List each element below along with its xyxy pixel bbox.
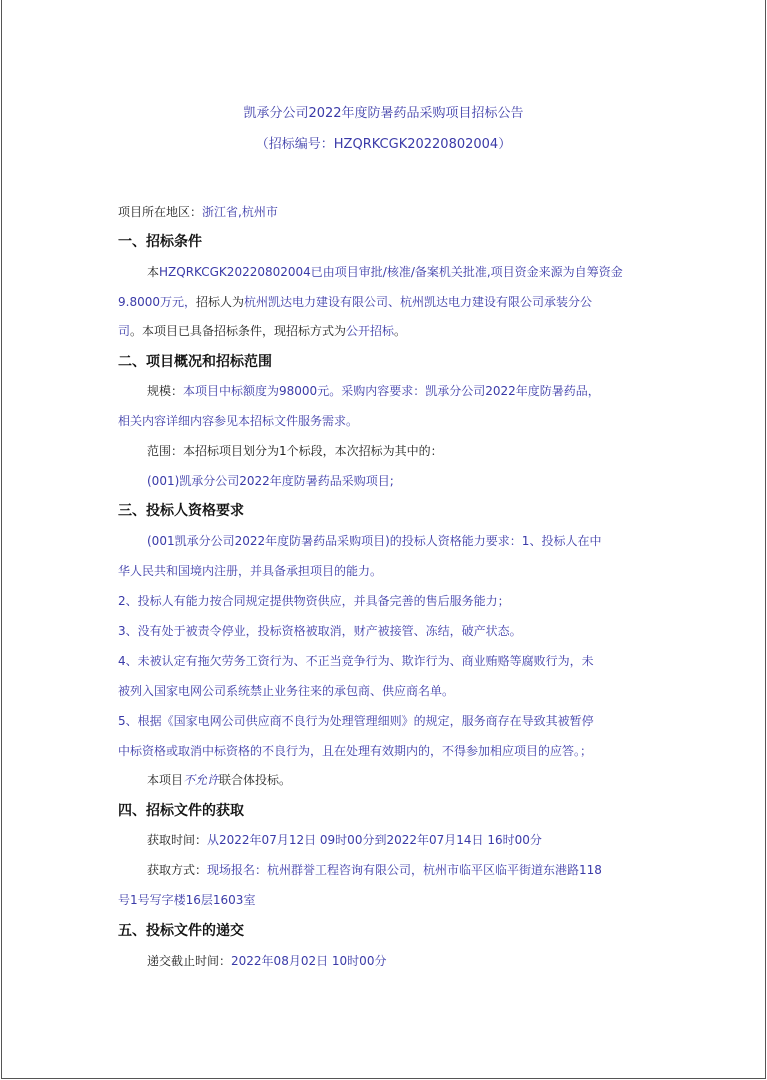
tender-conditions-line-1: [147, 263, 623, 280]
project-region: [118, 203, 278, 220]
text-fragment: 。: [394, 324, 407, 338]
text-fragment: 本项目中标额度为98000元。采购内容要求：凯承分公司2022年度防暑药品，: [183, 384, 600, 398]
requirement-1-cont: 华人民共和国境内注册，并具备承担项目的能力。: [118, 564, 383, 578]
requirement-5: 5、根据《国家电网公司供应商不良行为处理管理细则》的规定，服务商存在导致其被暂停: [118, 714, 594, 728]
scale-line-cont: 相关内容详细内容参见本招标文件服务需求。: [118, 414, 359, 428]
section-heading-3: 三、投标人资格要求: [118, 503, 244, 519]
requirement-1: (001凯承分公司2022年度防暑药品采购项目)的投标人资格能力要求：1、投标人在中: [147, 534, 602, 548]
text-fragment: 司: [118, 324, 131, 338]
text-fragment: 获取方式：: [147, 863, 208, 877]
section-heading-1: 一、招标条件: [118, 234, 202, 250]
requirement-3: 3、没有处于被责令停业，投标资格被取消，财产被接管、冻结，破产状态。: [118, 624, 522, 638]
text-fragment: 本项目: [147, 773, 184, 787]
text-fragment: 9.8000万元，: [118, 295, 196, 309]
scope-line: 范围：本招标项目划分为1个标段，本次招标为其中的：: [147, 444, 443, 458]
tender-conditions-line-2: [118, 293, 592, 310]
acquire-time: [147, 831, 542, 848]
text-fragment: 获取时间：: [147, 833, 208, 847]
region-value: 浙江省,杭州市: [202, 205, 278, 219]
document-title: 凯承分公司2022年度防暑药品采购项目招标公告: [243, 106, 524, 121]
section-heading-4: 四、招标文件的获取: [118, 803, 244, 819]
bid-number: （招标编号：HZQRKCGK20220802004）: [255, 137, 512, 152]
lot-line: (001)凯承分公司2022年度防暑药品采购项目;: [147, 474, 394, 488]
acquire-method-cont: 号1号写字楼16层1603室: [118, 893, 256, 907]
text-fragment: 杭州凯达电力建设有限公司、杭州凯达电力建设有限公司承装分公: [244, 295, 593, 309]
text-fragment: HZQRKCGK20220802004已由项目审批/核准/备案机关批准,项目资金来源为自筹资金: [159, 265, 623, 279]
section-heading-5: 五、投标文件的递交: [118, 923, 244, 939]
text-fragment: 从2022年07月12日 09时00分到2022年07月14日 16时00分: [207, 833, 542, 847]
requirement-4-cont: 被列入国家电网公司系统禁止业务往来的承包商、供应商名单。: [118, 684, 455, 698]
text-fragment: 公开招标: [346, 324, 395, 338]
text-fragment: 递交截止时间：: [147, 954, 232, 968]
acquire-method: [147, 861, 602, 878]
requirement-2: 2、投标人有能力按合同规定提供物资供应，并具备完善的售后服务能力；: [118, 594, 510, 608]
requirement-5-cont: 中标资格或取消中标资格的不良行为，且在处理有效期内的，不得参加相应项目的应答。；: [118, 744, 593, 758]
text-fragment: 联合体投标。: [219, 773, 292, 787]
text-fragment: 规模：: [147, 384, 184, 398]
text-fragment: 不允许: [183, 773, 220, 787]
tender-conditions-line-3: [118, 322, 406, 339]
section-heading-2: 二、项目概况和招标范围: [118, 354, 272, 370]
scale-line: [147, 382, 600, 399]
submission-deadline: [147, 952, 386, 969]
requirement-4: 4、未被认定有拖欠劳务工资行为、不正当竞争行为、欺诈行为、商业贿赂等腐败行为，未: [118, 654, 594, 668]
region-label: 项目所在地区：: [118, 205, 203, 219]
text-fragment: 2022年08月02日 10时00分: [231, 954, 387, 968]
consortium-line: [147, 771, 291, 788]
text-fragment: 。本项目已具备招标条件，现招标方式为: [130, 324, 347, 338]
text-fragment: 现场报名：杭州群誉工程咨询有限公司，杭州市临平区临平街道东港路118: [207, 863, 602, 877]
text-fragment: 招标人为: [196, 295, 245, 309]
text-fragment: 本: [147, 265, 160, 279]
